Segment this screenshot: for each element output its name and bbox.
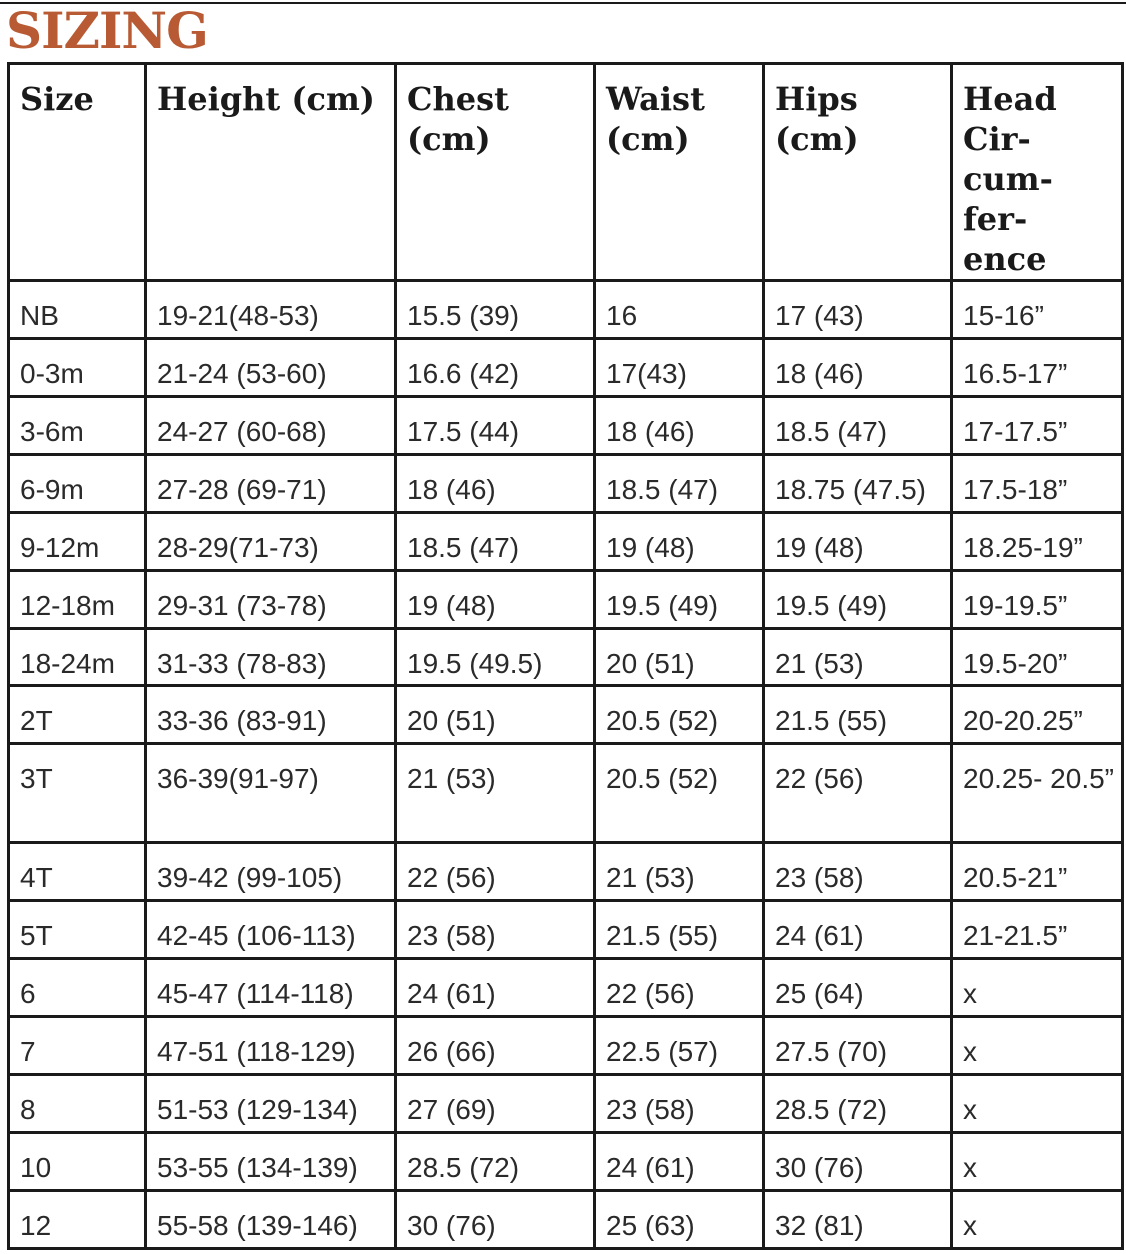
cell-chest: 15.5 (39) (396, 281, 595, 339)
cell-chest: 18.5 (47) (396, 512, 595, 570)
cell-size: 2T (9, 686, 146, 744)
table-row (9, 1190, 1123, 1248)
cell-hips: 23 (58) (764, 843, 952, 901)
cell-hips: 22 (56) (764, 744, 952, 843)
cell-waist: 17(43) (595, 338, 764, 396)
table-row (9, 959, 1123, 1017)
cell-size: 18-24m (9, 628, 146, 686)
cell-head-circumference: 15-16” (952, 281, 1123, 339)
cell-chest: 21 (53) (396, 744, 595, 843)
table-row (9, 396, 1123, 454)
table-row (9, 901, 1123, 959)
cell-hips: 21.5 (55) (764, 686, 952, 744)
cell-size: 4T (9, 843, 146, 901)
cell-waist: 18.5 (47) (595, 454, 764, 512)
cell-waist: 20 (51) (595, 628, 764, 686)
cell-waist: 22 (56) (595, 959, 764, 1017)
cell-height: 55-58 (139-146) (146, 1190, 396, 1248)
cell-head-circumference: 21-21.5” (952, 901, 1123, 959)
cell-height: 51-53 (129-134) (146, 1075, 396, 1133)
table-row (9, 281, 1123, 339)
cell-waist: 22.5 (57) (595, 1017, 764, 1075)
cell-waist: 21.5 (55) (595, 901, 764, 959)
table-row (9, 843, 1123, 901)
cell-hips: 25 (64) (764, 959, 952, 1017)
cell-hips: 27.5 (70) (764, 1017, 952, 1075)
cell-hips: 28.5 (72) (764, 1075, 952, 1133)
cell-size: 12-18m (9, 570, 146, 628)
cell-hips: 19 (48) (764, 512, 952, 570)
cell-hips: 18.5 (47) (764, 396, 952, 454)
cell-hips: 17 (43) (764, 281, 952, 339)
cell-size: 0-3m (9, 338, 146, 396)
cell-height: 45-47 (114-118) (146, 959, 396, 1017)
cell-waist: 25 (63) (595, 1190, 764, 1248)
cell-size: 8 (9, 1075, 146, 1133)
cell-hips: 18 (46) (764, 338, 952, 396)
cell-height: 28-29(71-73) (146, 512, 396, 570)
cell-chest: 30 (76) (396, 1190, 595, 1248)
table-row (9, 338, 1123, 396)
cell-waist: 23 (58) (595, 1075, 764, 1133)
cell-waist: 20.5 (52) (595, 744, 764, 843)
cell-height: 31-33 (78-83) (146, 628, 396, 686)
cell-height: 42-45 (106-113) (146, 901, 396, 959)
cell-head-circumference: 17.5-18” (952, 454, 1123, 512)
table-row (9, 686, 1123, 744)
cell-waist: 16 (595, 281, 764, 339)
cell-height: 53-55 (134-139) (146, 1132, 396, 1190)
cell-height: 36-39(91-97) (146, 744, 396, 843)
cell-head-circumference: 19.5-20” (952, 628, 1123, 686)
sizing-table (7, 62, 1124, 1250)
cell-head-circumference: x (952, 1132, 1123, 1190)
table-row (9, 1075, 1123, 1133)
cell-size: 6-9m (9, 454, 146, 512)
cell-height: 33-36 (83-91) (146, 686, 396, 744)
cell-size: 5T (9, 901, 146, 959)
cell-chest: 24 (61) (396, 959, 595, 1017)
cell-head-circumference: x (952, 1190, 1123, 1248)
cell-chest: 19 (48) (396, 570, 595, 628)
cell-size: 7 (9, 1017, 146, 1075)
cell-height: 19-21(48-53) (146, 281, 396, 339)
header-waist: Waist (cm) (595, 64, 764, 281)
cell-chest: 28.5 (72) (396, 1132, 595, 1190)
cell-size: 3-6m (9, 396, 146, 454)
cell-size: 6 (9, 959, 146, 1017)
cell-chest: 23 (58) (396, 901, 595, 959)
page-title: SIZING (6, 1, 208, 60)
header-head-circumference: Head Cir- cum- fer- ence (952, 64, 1123, 281)
cell-head-circumference: 20.25- 20.5” (952, 744, 1123, 843)
cell-size: 10 (9, 1132, 146, 1190)
cell-size: NB (9, 281, 146, 339)
cell-chest: 19.5 (49.5) (396, 628, 595, 686)
header-size: Size (9, 64, 146, 281)
cell-height: 24-27 (60-68) (146, 396, 396, 454)
cell-hips: 21 (53) (764, 628, 952, 686)
cell-head-circumference: 19-19.5” (952, 570, 1123, 628)
cell-waist: 19.5 (49) (595, 570, 764, 628)
table-row (9, 628, 1123, 686)
cell-height: 39-42 (99-105) (146, 843, 396, 901)
cell-head-circumference: x (952, 959, 1123, 1017)
cell-size: 9-12m (9, 512, 146, 570)
cell-height: 27-28 (69-71) (146, 454, 396, 512)
cell-chest: 18 (46) (396, 454, 595, 512)
cell-height: 29-31 (73-78) (146, 570, 396, 628)
table-row (9, 570, 1123, 628)
cell-head-circumference: 18.25-19” (952, 512, 1123, 570)
cell-chest: 26 (66) (396, 1017, 595, 1075)
cell-size: 3T (9, 744, 146, 843)
table-row (9, 454, 1123, 512)
cell-hips: 18.75 (47.5) (764, 454, 952, 512)
cell-chest: 16.6 (42) (396, 338, 595, 396)
cell-chest: 20 (51) (396, 686, 595, 744)
cell-chest: 22 (56) (396, 843, 595, 901)
cell-waist: 18 (46) (595, 396, 764, 454)
cell-head-circumference: 17-17.5” (952, 396, 1123, 454)
cell-chest: 17.5 (44) (396, 396, 595, 454)
cell-height: 21-24 (53-60) (146, 338, 396, 396)
cell-hips: 24 (61) (764, 901, 952, 959)
cell-waist: 20.5 (52) (595, 686, 764, 744)
cell-size: 12 (9, 1190, 146, 1248)
cell-head-circumference: 16.5-17” (952, 338, 1123, 396)
cell-head-circumference: x (952, 1017, 1123, 1075)
cell-hips: 19.5 (49) (764, 570, 952, 628)
cell-height: 47-51 (118-129) (146, 1017, 396, 1075)
table-row (9, 1132, 1123, 1190)
cell-chest: 27 (69) (396, 1075, 595, 1133)
cell-hips: 32 (81) (764, 1190, 952, 1248)
header-height: Height (cm) (146, 64, 396, 281)
header-row (9, 64, 1123, 281)
table-row (9, 744, 1123, 843)
cell-head-circumference: x (952, 1075, 1123, 1133)
cell-waist: 19 (48) (595, 512, 764, 570)
cell-hips: 30 (76) (764, 1132, 952, 1190)
header-hips: Hips (cm) (764, 64, 952, 281)
cell-head-circumference: 20-20.25” (952, 686, 1123, 744)
cell-waist: 24 (61) (595, 1132, 764, 1190)
cell-waist: 21 (53) (595, 843, 764, 901)
table-row (9, 512, 1123, 570)
table-row (9, 1017, 1123, 1075)
header-chest: Chest (cm) (396, 64, 595, 281)
cell-head-circumference: 20.5-21” (952, 843, 1123, 901)
